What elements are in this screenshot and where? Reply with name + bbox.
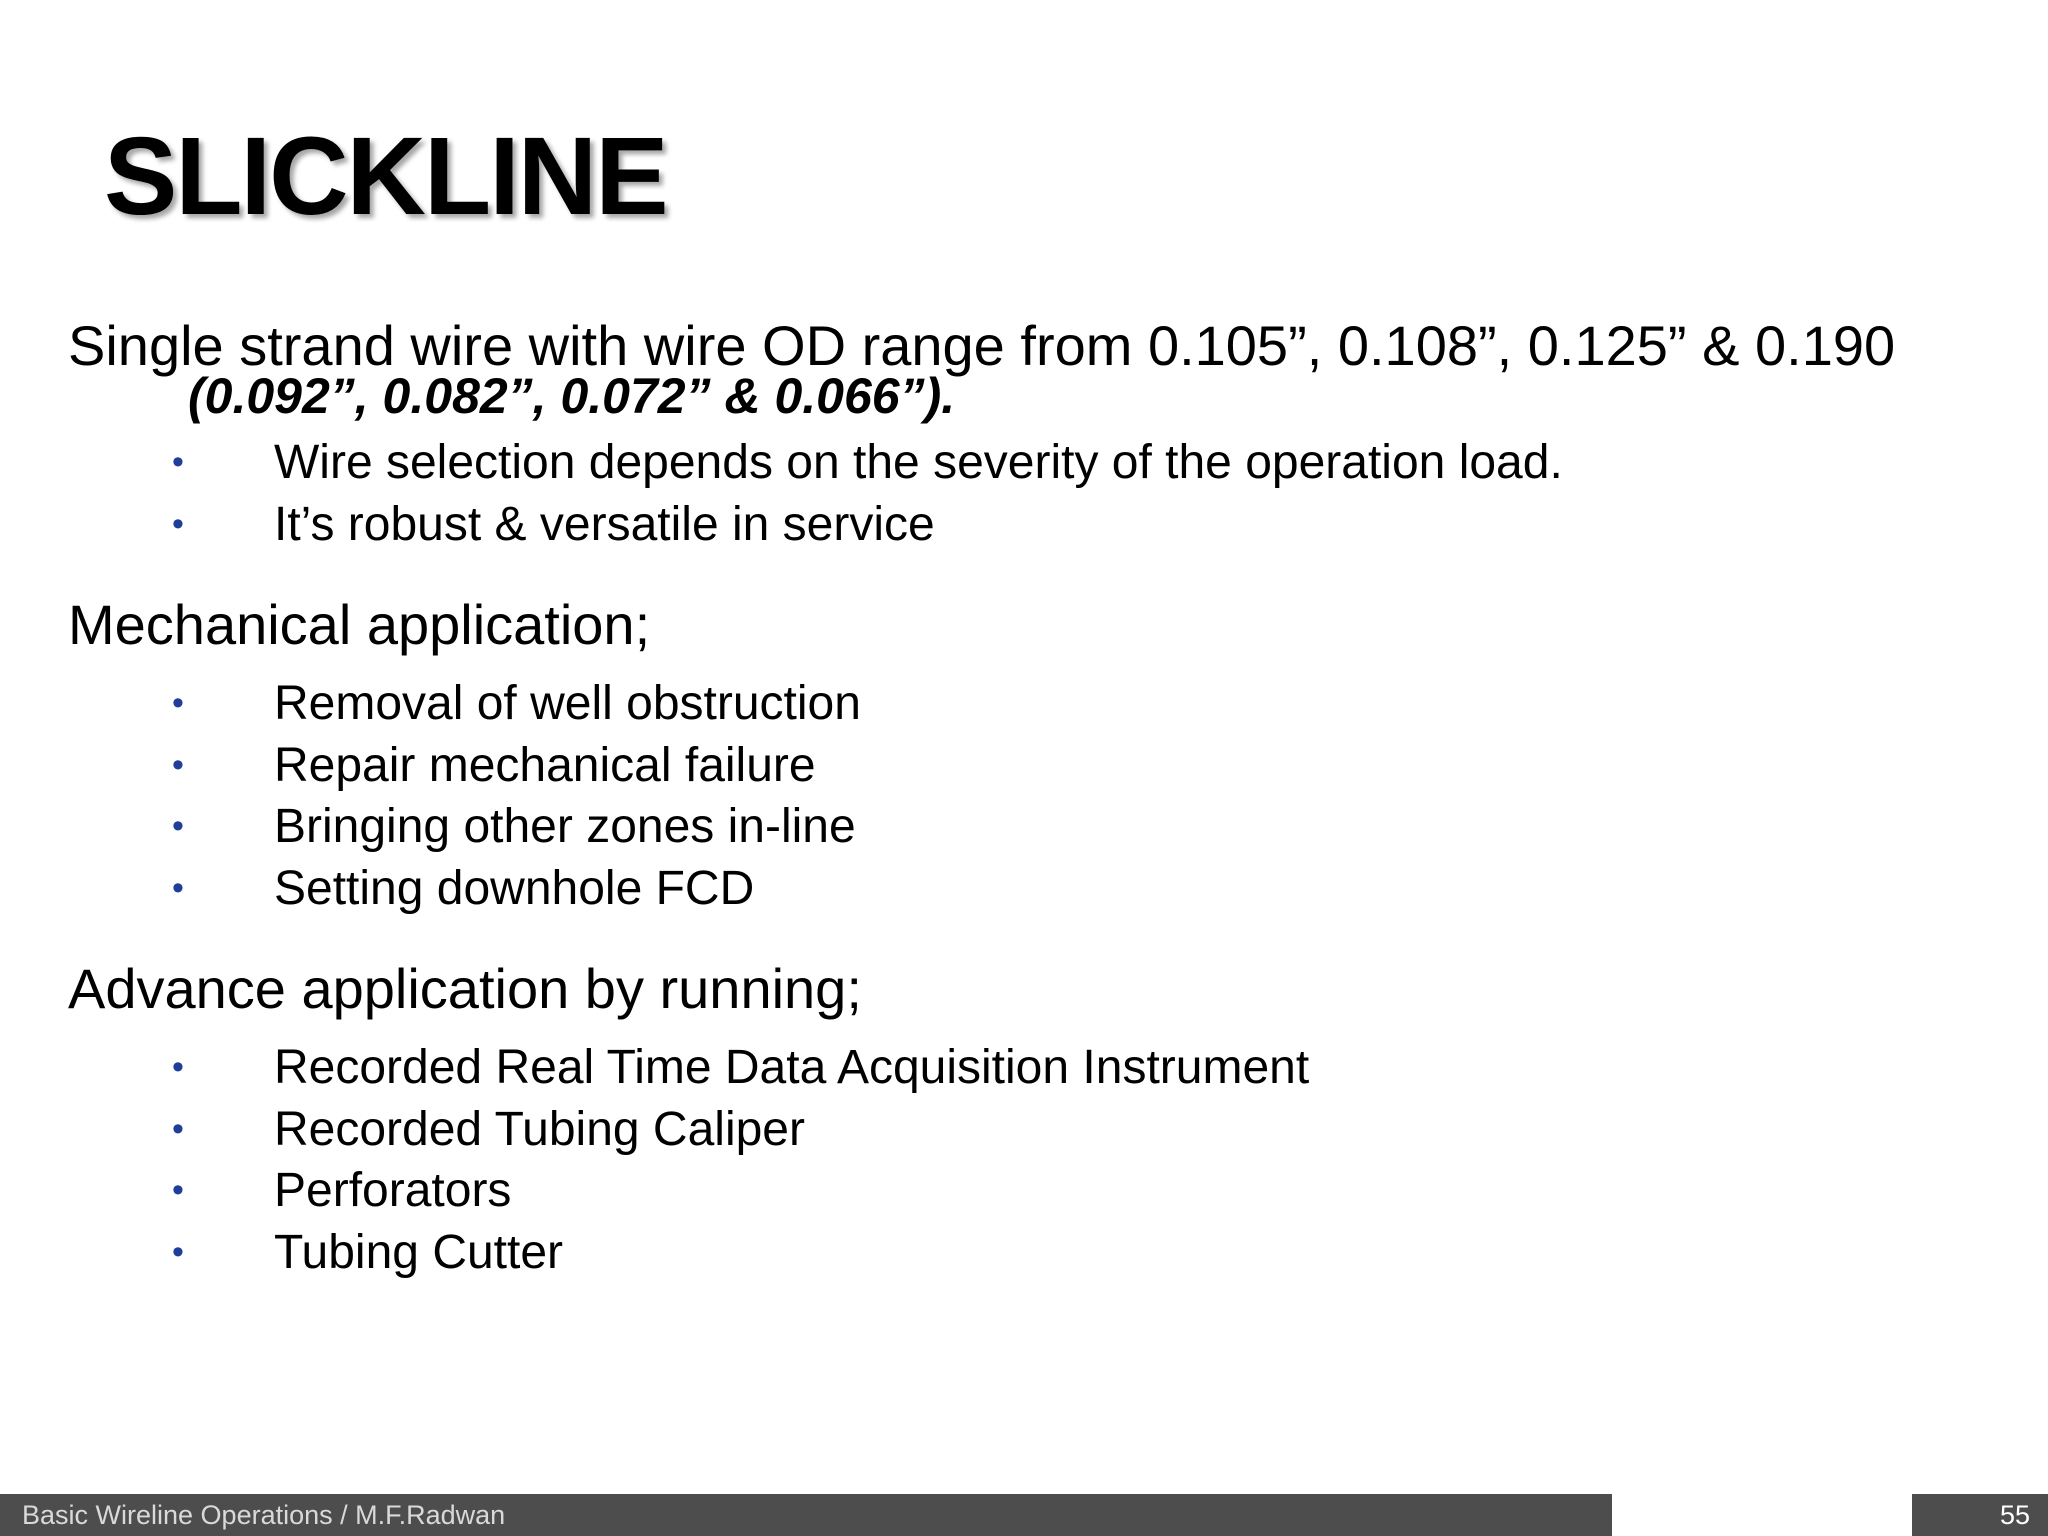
section-mechanical-application [68,591,2028,919]
list-item [68,735,2028,797]
list-item-text: Recorded Real Time Data Acquisition Instrument [274,1041,1310,1094]
section-wire-specs [68,312,2028,555]
list-item [68,1160,2028,1222]
list-item-text: Perforators [274,1164,512,1217]
footer-bar [0,1494,1612,1536]
bullet-icon: • [172,684,184,722]
list-item-text: Recorded Tubing Caliper [274,1102,805,1156]
page-number: 55 [1999,1500,2030,1530]
list-item [68,494,2028,556]
bullet-icon: • [172,1048,184,1086]
list-item [68,1099,2028,1161]
list-item-text: Wire selection depends on the severity of the operation load. [274,436,1563,489]
section-advance-application [68,955,2028,1283]
footer-text: Basic Wireline Operations / M.F.Radwan [22,1500,506,1530]
bullet-list-wire-specs [68,432,2028,555]
list-item [68,796,2028,858]
list-item-text: Repair mechanical failure [274,738,816,792]
bullet-icon: • [172,745,184,784]
bullet-icon: • [172,868,184,907]
section-heading-wire-specs: Single strand wire with wire OD range from 0.105”, 0.108”, 0.125” & 0.190 [68,314,1896,377]
bullet-icon: • [172,504,184,543]
list-item [68,432,2028,494]
slide-content [68,312,2028,1283]
list-item [68,858,2028,920]
list-item [68,1222,2028,1284]
bullet-icon: • [172,1171,184,1209]
list-item-text: It’s robust & versatile in service [274,497,935,551]
list-item-text: Setting downhole FCD [274,861,755,915]
wire-od-alternatives: (0.092”, 0.082”, 0.072” & 0.066”). [188,368,956,424]
page-number-box [1912,1494,2048,1536]
list-item-text: Removal of well obstruction [274,677,861,730]
bullet-list-mechanical [68,673,2028,919]
slide-title: SLICKLINE [104,115,667,238]
list-item [68,673,2028,735]
list-item [68,1037,2028,1099]
section-heading-mechanical: Mechanical application; [68,593,651,656]
bullet-icon: • [172,1232,184,1271]
bullet-icon: • [172,443,184,481]
list-item-text: Tubing Cutter [274,1225,564,1279]
bullet-icon: • [172,1109,184,1148]
list-item-text: Bringing other zones in-line [274,800,856,853]
bullet-icon: • [172,807,184,845]
bullet-list-advance [68,1037,2028,1283]
section-heading-advance: Advance application by running; [68,957,862,1020]
